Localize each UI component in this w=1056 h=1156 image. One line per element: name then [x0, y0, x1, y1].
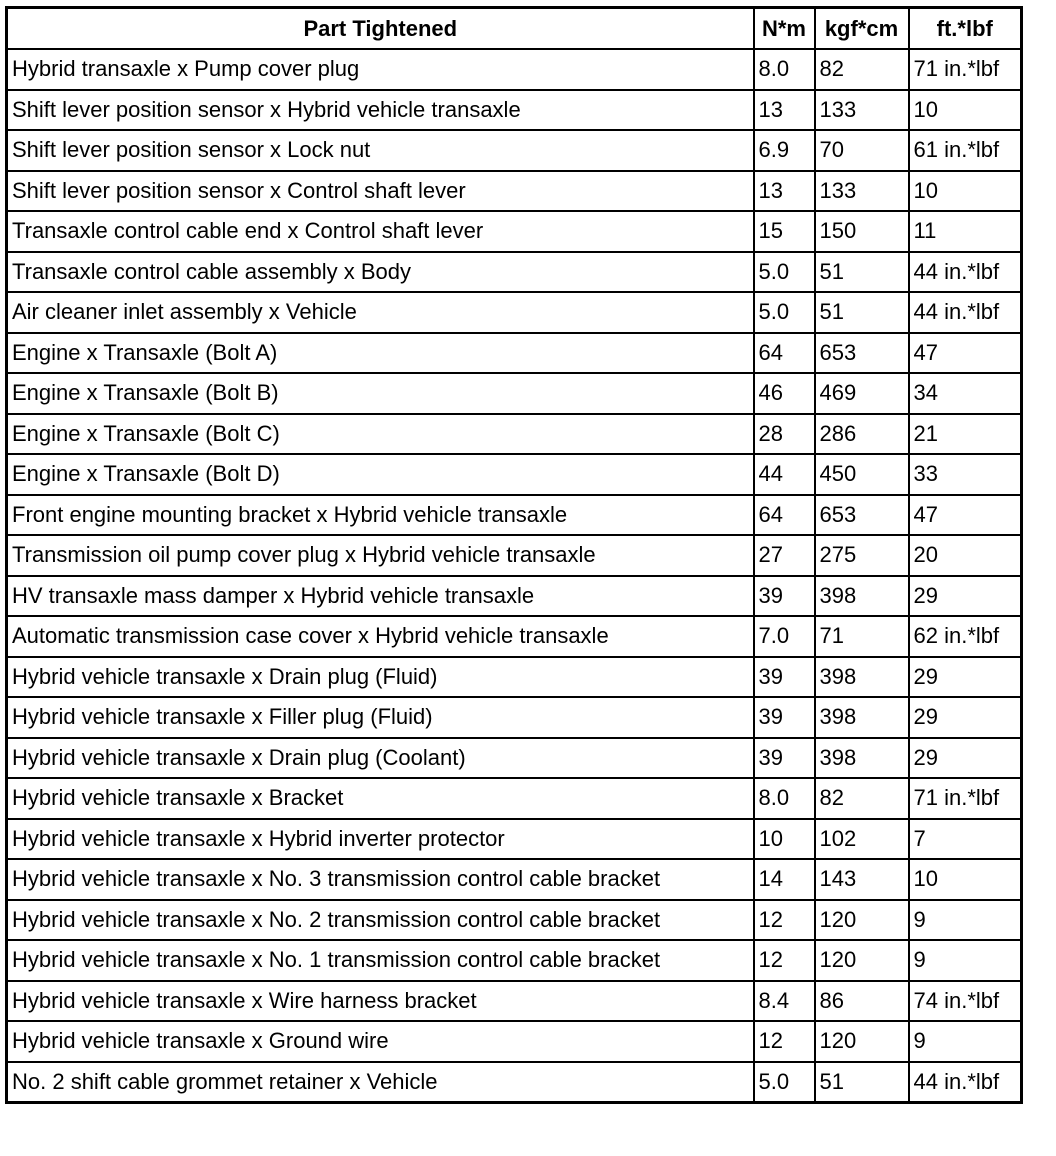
table-row — [7, 900, 1022, 941]
cell-kgf-cm: 120 — [815, 940, 909, 981]
cell-ft-lbf: 7 — [909, 819, 1022, 860]
cell-ft-lbf: 21 — [909, 414, 1022, 455]
cell-ft-lbf: 29 — [909, 657, 1022, 698]
cell-ft-lbf: 47 — [909, 333, 1022, 374]
cell-newton-meter: 28 — [754, 414, 815, 455]
cell-part-tightened: Hybrid vehicle transaxle x Wire harness bracket — [7, 981, 754, 1022]
table-row — [7, 576, 1022, 617]
cell-newton-meter: 6.9 — [754, 130, 815, 171]
cell-kgf-cm: 398 — [815, 697, 909, 738]
cell-ft-lbf: 29 — [909, 738, 1022, 779]
cell-newton-meter: 39 — [754, 738, 815, 779]
cell-ft-lbf: 74 in.*lbf — [909, 981, 1022, 1022]
table-row — [7, 940, 1022, 981]
cell-kgf-cm: 398 — [815, 738, 909, 779]
table-row — [7, 454, 1022, 495]
cell-kgf-cm: 70 — [815, 130, 909, 171]
cell-ft-lbf: 10 — [909, 90, 1022, 131]
cell-kgf-cm: 450 — [815, 454, 909, 495]
cell-kgf-cm: 51 — [815, 252, 909, 293]
cell-ft-lbf: 10 — [909, 171, 1022, 212]
cell-part-tightened: Hybrid vehicle transaxle x Bracket — [7, 778, 754, 819]
table-body — [7, 49, 1022, 1103]
torque-specification-table — [5, 6, 1023, 1104]
cell-newton-meter: 46 — [754, 373, 815, 414]
table-row — [7, 171, 1022, 212]
cell-kgf-cm: 469 — [815, 373, 909, 414]
cell-part-tightened: Shift lever position sensor x Control shaft lever — [7, 171, 754, 212]
cell-part-tightened: Engine x Transaxle (Bolt B) — [7, 373, 754, 414]
cell-newton-meter: 8.0 — [754, 778, 815, 819]
cell-part-tightened: Transmission oil pump cover plug x Hybrid vehicle transaxle — [7, 535, 754, 576]
cell-newton-meter: 39 — [754, 576, 815, 617]
cell-newton-meter: 13 — [754, 90, 815, 131]
cell-newton-meter: 8.4 — [754, 981, 815, 1022]
cell-kgf-cm: 51 — [815, 1062, 909, 1103]
cell-part-tightened: Hybrid transaxle x Pump cover plug — [7, 49, 754, 90]
cell-newton-meter: 14 — [754, 859, 815, 900]
cell-kgf-cm: 86 — [815, 981, 909, 1022]
table-row — [7, 414, 1022, 455]
cell-part-tightened: Engine x Transaxle (Bolt D) — [7, 454, 754, 495]
cell-ft-lbf: 71 in.*lbf — [909, 49, 1022, 90]
cell-ft-lbf: 9 — [909, 900, 1022, 941]
cell-part-tightened: Hybrid vehicle transaxle x Drain plug (Fluid) — [7, 657, 754, 698]
table-row — [7, 252, 1022, 293]
cell-part-tightened: HV transaxle mass damper x Hybrid vehicle transaxle — [7, 576, 754, 617]
table-row — [7, 495, 1022, 536]
cell-ft-lbf: 9 — [909, 1021, 1022, 1062]
cell-newton-meter: 8.0 — [754, 49, 815, 90]
table-row — [7, 738, 1022, 779]
cell-kgf-cm: 143 — [815, 859, 909, 900]
cell-part-tightened: Hybrid vehicle transaxle x Ground wire — [7, 1021, 754, 1062]
table-row — [7, 49, 1022, 90]
table-row — [7, 333, 1022, 374]
cell-newton-meter: 39 — [754, 697, 815, 738]
cell-newton-meter: 5.0 — [754, 292, 815, 333]
cell-ft-lbf: 61 in.*lbf — [909, 130, 1022, 171]
cell-newton-meter: 12 — [754, 940, 815, 981]
table-row — [7, 292, 1022, 333]
cell-newton-meter: 10 — [754, 819, 815, 860]
cell-kgf-cm: 150 — [815, 211, 909, 252]
cell-newton-meter: 13 — [754, 171, 815, 212]
cell-ft-lbf: 71 in.*lbf — [909, 778, 1022, 819]
cell-kgf-cm: 51 — [815, 292, 909, 333]
cell-ft-lbf: 44 in.*lbf — [909, 252, 1022, 293]
cell-part-tightened: Hybrid vehicle transaxle x Drain plug (Coolant) — [7, 738, 754, 779]
table-row — [7, 1021, 1022, 1062]
table-row — [7, 981, 1022, 1022]
cell-ft-lbf: 47 — [909, 495, 1022, 536]
cell-kgf-cm: 275 — [815, 535, 909, 576]
cell-ft-lbf: 9 — [909, 940, 1022, 981]
cell-kgf-cm: 82 — [815, 778, 909, 819]
header-part-tightened: Part Tightened — [7, 8, 754, 50]
table-row — [7, 697, 1022, 738]
cell-part-tightened: Transaxle control cable assembly x Body — [7, 252, 754, 293]
cell-kgf-cm: 653 — [815, 495, 909, 536]
cell-part-tightened: Hybrid vehicle transaxle x No. 3 transmission control cable bracket — [7, 859, 754, 900]
cell-ft-lbf: 44 in.*lbf — [909, 292, 1022, 333]
cell-ft-lbf: 33 — [909, 454, 1022, 495]
table-row — [7, 819, 1022, 860]
cell-kgf-cm: 120 — [815, 1021, 909, 1062]
table-row — [7, 859, 1022, 900]
table-row — [7, 616, 1022, 657]
table-row — [7, 211, 1022, 252]
cell-newton-meter: 7.0 — [754, 616, 815, 657]
cell-newton-meter: 44 — [754, 454, 815, 495]
cell-part-tightened: Hybrid vehicle transaxle x Hybrid inverter protector — [7, 819, 754, 860]
cell-newton-meter: 5.0 — [754, 252, 815, 293]
cell-newton-meter: 15 — [754, 211, 815, 252]
cell-part-tightened: Hybrid vehicle transaxle x No. 1 transmission control cable bracket — [7, 940, 754, 981]
cell-ft-lbf: 34 — [909, 373, 1022, 414]
cell-part-tightened: Engine x Transaxle (Bolt C) — [7, 414, 754, 455]
cell-part-tightened: Transaxle control cable end x Control shaft lever — [7, 211, 754, 252]
cell-part-tightened: Hybrid vehicle transaxle x No. 2 transmission control cable bracket — [7, 900, 754, 941]
cell-newton-meter: 12 — [754, 900, 815, 941]
table-header-row — [7, 8, 1022, 50]
cell-kgf-cm: 398 — [815, 657, 909, 698]
cell-ft-lbf: 10 — [909, 859, 1022, 900]
cell-newton-meter: 27 — [754, 535, 815, 576]
cell-kgf-cm: 133 — [815, 90, 909, 131]
cell-kgf-cm: 653 — [815, 333, 909, 374]
cell-kgf-cm: 120 — [815, 900, 909, 941]
header-ft-lbf: ft.*lbf — [909, 8, 1022, 50]
cell-kgf-cm: 286 — [815, 414, 909, 455]
cell-newton-meter: 5.0 — [754, 1062, 815, 1103]
cell-part-tightened: Shift lever position sensor x Hybrid vehicle transaxle — [7, 90, 754, 131]
cell-part-tightened: Shift lever position sensor x Lock nut — [7, 130, 754, 171]
header-kgf-cm: kgf*cm — [815, 8, 909, 50]
cell-newton-meter: 39 — [754, 657, 815, 698]
cell-kgf-cm: 398 — [815, 576, 909, 617]
header-newton-meter: N*m — [754, 8, 815, 50]
cell-ft-lbf: 11 — [909, 211, 1022, 252]
table-row — [7, 90, 1022, 131]
cell-kgf-cm: 102 — [815, 819, 909, 860]
cell-newton-meter: 64 — [754, 333, 815, 374]
table-row — [7, 373, 1022, 414]
cell-part-tightened: Air cleaner inlet assembly x Vehicle — [7, 292, 754, 333]
cell-ft-lbf: 29 — [909, 576, 1022, 617]
cell-kgf-cm: 133 — [815, 171, 909, 212]
cell-kgf-cm: 71 — [815, 616, 909, 657]
table-row — [7, 535, 1022, 576]
cell-part-tightened: Front engine mounting bracket x Hybrid vehicle transaxle — [7, 495, 754, 536]
cell-ft-lbf: 20 — [909, 535, 1022, 576]
table-row — [7, 130, 1022, 171]
cell-newton-meter: 64 — [754, 495, 815, 536]
table-row — [7, 657, 1022, 698]
cell-part-tightened: Automatic transmission case cover x Hybrid vehicle transaxle — [7, 616, 754, 657]
cell-part-tightened: Engine x Transaxle (Bolt A) — [7, 333, 754, 374]
cell-part-tightened: Hybrid vehicle transaxle x Filler plug (Fluid) — [7, 697, 754, 738]
table-row — [7, 778, 1022, 819]
cell-ft-lbf: 62 in.*lbf — [909, 616, 1022, 657]
table-row — [7, 1062, 1022, 1103]
cell-part-tightened: No. 2 shift cable grommet retainer x Vehicle — [7, 1062, 754, 1103]
cell-newton-meter: 12 — [754, 1021, 815, 1062]
cell-ft-lbf: 29 — [909, 697, 1022, 738]
cell-kgf-cm: 82 — [815, 49, 909, 90]
cell-ft-lbf: 44 in.*lbf — [909, 1062, 1022, 1103]
